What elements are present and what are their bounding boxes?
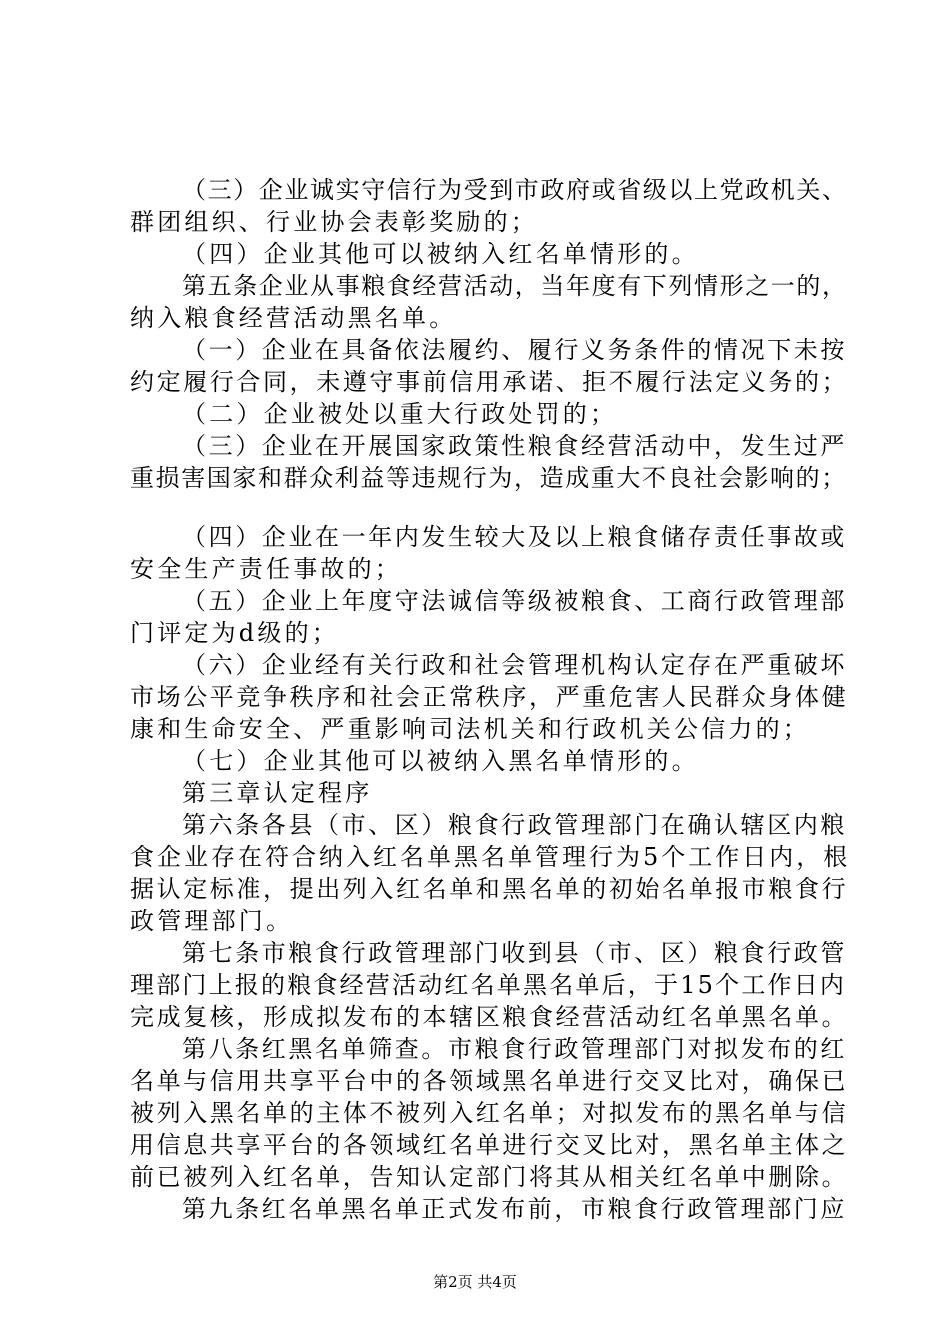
paragraph-line: 约定履行合同，未遵守事前信用承诺、拒不履行法定义务的； [130,368,849,396]
paragraph-line: 用信息共享平台的各领域红名单进行交叉比对，黑名单主体之 [130,1131,849,1159]
paragraph-line: （二）企业被处以重大行政处罚的； [182,400,618,428]
paragraph-line: （三）企业在开展国家政策性粮食经营活动中，发生过严 [182,432,847,460]
paragraph-line: （一）企业在具备依法履约、履行义务条件的情况下未按 [182,336,847,364]
paragraph-line: （五）企业上年度守法诚信等级被粮食、工商行政管理部 [182,587,847,615]
article-heading-line: 第五条企业从事粮食经营活动，当年度有下列情形之一的， [182,272,848,300]
article-heading-line: 第九条红名单黑名单正式发布前，市粮食行政管理部门应 [182,1195,847,1223]
article-heading-line: 第六条各县（市、区）粮食行政管理部门在确认辖区内粮 [182,811,847,839]
paragraph-line: 门评定为d级的； [130,619,339,647]
paragraph-line: （七）企业其他可以被纳入黑名单情形的。 [182,747,699,775]
paragraph-line: 康和生命安全、严重影响司法机关和行政机关公信力的； [130,715,810,743]
page-number-footer: 第2页 共4页 [433,1273,517,1291]
paragraph-line: 据认定标准，提出列入红名单和黑名单的初始名单报市粮食行 [130,875,849,903]
paragraph-line: 理部门上报的粮食经营活动红名单黑名单后，于15个工作日内 [130,971,847,999]
article-heading-line: 第八条红黑名单筛查。市粮食行政管理部门对拟发布的红 [182,1035,847,1063]
paragraph-line: 纳入粮食经营活动黑名单。 [130,304,457,332]
chapter-heading: 第三章认定程序 [182,779,373,807]
paragraph-line: 完成复核，形成拟发布的本辖区粮食经营活动红名单黑名单。 [130,1003,849,1031]
article-heading-line: 第七条市粮食行政管理部门收到县（市、区）粮食行政管 [182,939,847,967]
paragraph-line: 政管理部门。 [130,907,294,935]
paragraph-line: （三）企业诚实守信行为受到市政府或省级以上党政机关、 [182,176,848,204]
paragraph-line: 被列入黑名单的主体不被列入红名单；对拟发布的黑名单与信 [130,1099,849,1127]
paragraph-line: （四）企业在一年内发生较大及以上粮食储存责任事故或 [182,523,847,551]
paragraph-line: 食企业存在符合纳入红名单黑名单管理行为5个工作日内，根 [130,843,851,871]
paragraph-line: 前已被列入红名单，告知认定部门将其从相关红名单中删除。 [130,1163,849,1191]
paragraph-line: （六）企业经有关行政和社会管理机构认定存在严重破坏 [182,651,847,679]
paragraph-gap [130,494,850,521]
paragraph-line: 市场公平竞争秩序和社会正常秩序，严重危害人民群众身体健 [130,683,849,711]
document-body [130,174,850,1225]
paragraph-line: （四）企业其他可以被纳入红名单情形的。 [182,240,699,268]
paragraph-line: 安全生产责任事故的； [130,555,402,583]
paragraph-line: 群团组织、行业协会表彰奖励的； [130,208,538,236]
paragraph-line: 名单与信用共享平台中的各领域黑名单进行交叉比对，确保已 [130,1067,849,1095]
paragraph-line: 重损害国家和群众利益等违规行为，造成重大不良社会影响的； [130,464,847,492]
